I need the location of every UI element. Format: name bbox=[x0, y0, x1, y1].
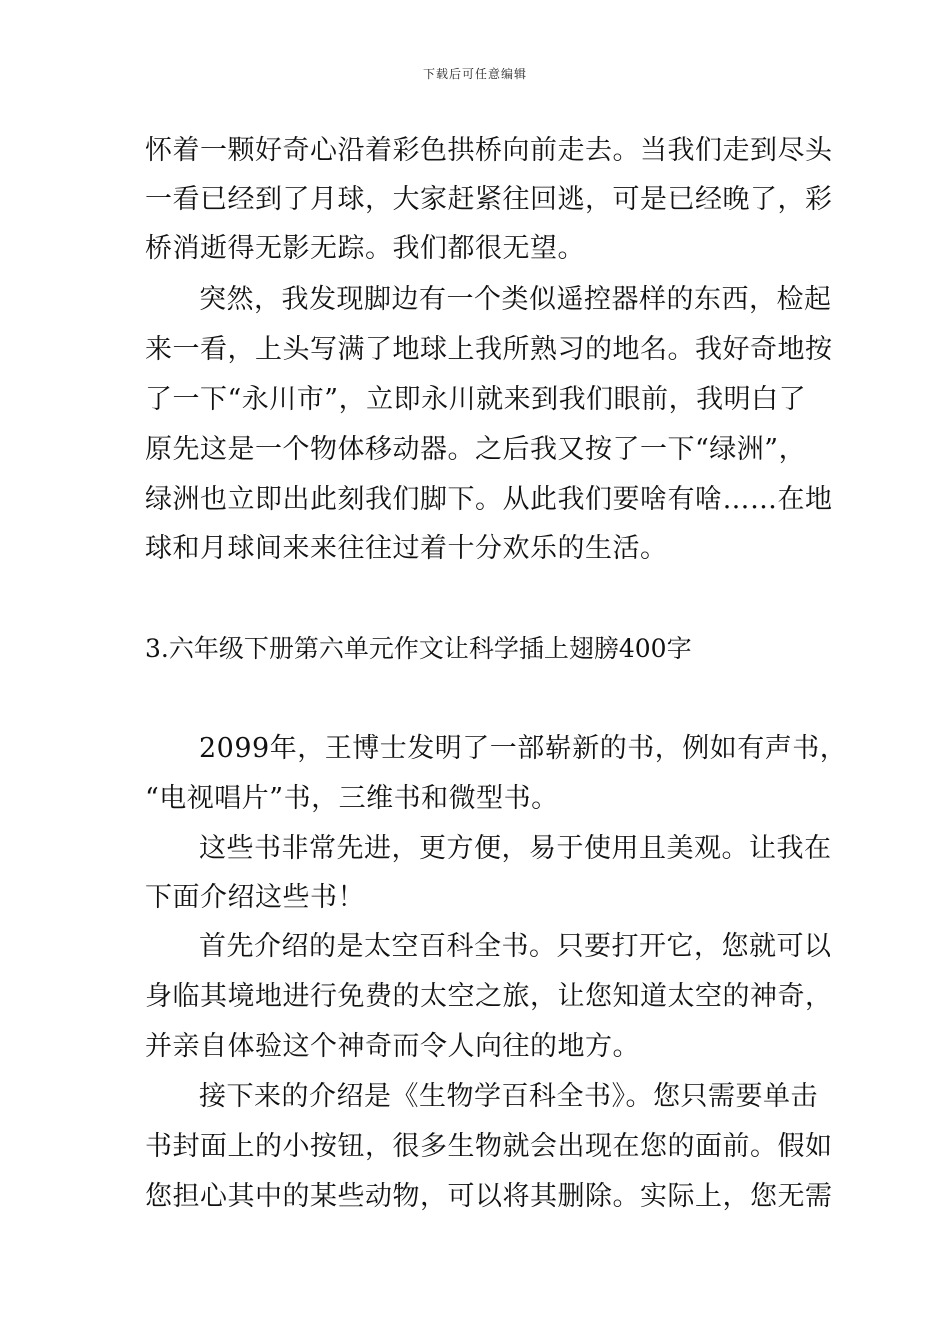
text-line: 首先介绍的是太空百科全书。只要打开它，您就可以 bbox=[199, 931, 832, 962]
text-line: 了一下“永川市”，立即永川就来到我们眼前，我明白了 bbox=[145, 384, 807, 415]
section-title: 3.六年级下册第六单元作文让科学插上翅膀400字 bbox=[145, 634, 692, 663]
text-line: 一看已经到了月球，大家赶紧往回逃，可是已经晚了，彩 bbox=[145, 184, 833, 215]
text-line: 来一看，上头写满了地球上我所熟习的地名。我好奇地按 bbox=[145, 334, 833, 365]
text-line: 这些书非常先进，更方便，易于使用且美观。让我在 bbox=[199, 833, 832, 864]
text-line: 身临其境地进行免费的太空之旅，让您知道太空的神奇， bbox=[145, 981, 833, 1012]
text-line: 您担心其中的某些动物，可以将其删除。实际上，您无需 bbox=[145, 1181, 833, 1212]
text-line: 怀着一颗好奇心沿着彩色拱桥向前走去。当我们走到尽头 bbox=[145, 135, 833, 166]
text-line: 书封面上的小按钮，很多生物就会出现在您的面前。假如 bbox=[145, 1131, 833, 1162]
text-line: 并亲自体验这个神奇而令人向往的地方。 bbox=[145, 1031, 640, 1062]
text-line: 球和月球间来来往往过着十分欢乐的生活。 bbox=[145, 533, 668, 564]
text-line: 绿洲也立即出此刻我们脚下。从此我们要啥有啥……在地 bbox=[145, 484, 833, 515]
text-line: 2099年，王博士发明了一部崭新的书，例如有声书， bbox=[199, 733, 848, 764]
text-line: 桥消逝得无影无踪。我们都很无望。 bbox=[145, 233, 585, 264]
text-line: 接下来的介绍是《生物学百科全书》。您只需要单击 bbox=[199, 1081, 818, 1112]
text-line: 下面介绍这些书！ bbox=[145, 882, 365, 913]
text-line: “电视唱片”书，三维书和微型书。 bbox=[145, 783, 559, 814]
text-line: 突然，我发现脚边有一个类似遥控器样的东西，检起 bbox=[199, 284, 832, 315]
page-header: 下载后可任意编辑 bbox=[422, 67, 527, 81]
text-line: 原先这是一个物体移动器。之后我又按了一下“绿洲”， bbox=[145, 434, 807, 465]
